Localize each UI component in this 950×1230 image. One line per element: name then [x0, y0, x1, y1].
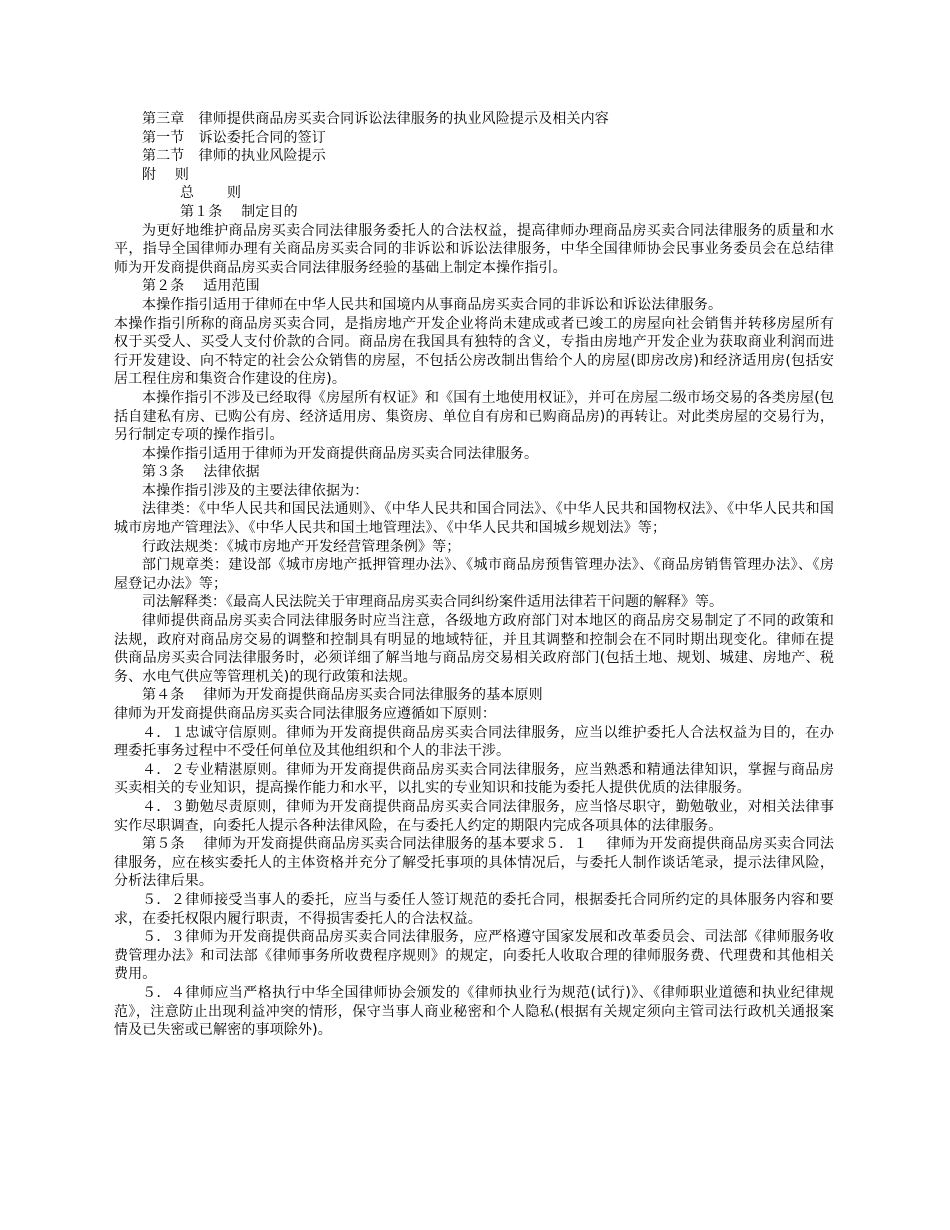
law-category-interpretations: 司法解释类：《最高人民法院关于审理商品房买卖合同纠纷案件适用法律若干问题的解释》等。	[142, 594, 723, 611]
requirement-5-1: 第５条 律师为开发商提供商品房买卖合同法律服务的基本要求５．１ 律师为开发商提供商品房买卖合同法律服务，应在核实委托人的主体资格并充分了解受托事项的具体情况后，与委托人制作谈话笔录，提示法律风险，分析法律后果。	[114, 836, 834, 890]
scope-paragraph-4: 本操作指引适用于律师为开发商提供商品房买卖合同法律服务。	[142, 445, 539, 462]
requirement-5-3: ５．３律师为开发商提供商品房买卖合同法律服务，应严格遵守国家发展和改革委员会、司法部《律师服务收费管理办法》和司法部《律师事务所收费程序规则》的规定，向委托人收取合理的律师服务费、代理费和其他相关费用。	[114, 929, 834, 983]
scope-paragraph-1: 本操作指引适用于律师在中华人民共和国境内从事商品房买卖合同的非诉讼和诉讼法律服务。	[142, 296, 723, 313]
article-4-heading: 第４条 律师为开发商提供商品房买卖合同法律服务的基本原则	[142, 687, 543, 704]
law-category-rules: 部门规章类：建设部《城市房地产抵押管理办法》、《城市商品房预售管理办法》、《商品房销售管理办法》、《房屋登记办法》等；	[114, 557, 834, 592]
toc-appendix: 附 则	[142, 166, 190, 183]
law-basis-intro: 本操作指引涉及的主要法律依据为：	[142, 482, 369, 499]
document-body	[114, 110, 834, 1040]
article-1-heading: 第１条 制定目的	[180, 203, 298, 220]
scope-paragraph-2: 本操作指引所称的商品房买卖合同，是指房地产开发企业将尚未建成或者已竣工的房屋向社会销售并转移房屋所有权于买受人、买受人支付价款的合同。商品房在我国具有独特的含义，专指由房地产开发企业为获取商业利润而进行开发建设、向不特定的社会公众销售的房屋，不包括公房改制出售给个人的房屋(即房改房)和经济适用房(包括安居工程住房和集资合作建设的住房)。	[114, 315, 834, 388]
article-2-heading: 第２条 适用范围	[142, 278, 260, 295]
law-category-regulations: 行政法规类：《城市房地产开发经营管理条例》等；	[142, 538, 461, 555]
purpose-paragraph: 为更好地维护商品房买卖合同法律服务委托人的合法权益，提高律师办理商品房买卖合同法律服务的质量和水平，指导全国律师办理有关商品房买卖合同的非诉讼和诉讼法律服务，中华全国律师协会民事业务委员会在总结律师为开发商提供商品房买卖合同法律服务经验的基础上制定本操作指引。	[114, 222, 834, 276]
toc-chapter-3: 第三章 律师提供商品房买卖合同诉讼法律服务的执业风险提示及相关内容	[142, 111, 609, 127]
scope-paragraph-3: 本操作指引不涉及已经取得《房屋所有权证》和《国有土地使用权证》，并可在房屋二级市场交易的各类房屋(包括自建私有房、已购公有房、经济适用房、集资房、单位自有房和已购商品房)的再转让。对此类房屋的交易行为，另行制定专项的操作指引。	[114, 389, 834, 444]
law-category-laws: 法律类：《中华人民共和国民法通则》、《中华人民共和国合同法》、《中华人民共和国物权法》、《中华人民共和国城市房地产管理法》、《中华人民共和国土地管理法》、《中华人民共和国城乡规划法》等；	[114, 501, 834, 537]
principle-4-2: ４．２专业精湛原则。律师为开发商提供商品房买卖合同法律服务，应当熟悉和精通法律知识，掌握与商品房买卖相关的专业知识，提高操作能力和水平，以扎实的专业知识和技能为委托人提供优质的法律服务。	[114, 761, 834, 797]
principle-4-1: ４．１忠诚守信原则。律师为开发商提供商品房买卖合同法律服务，应当以维护委托人合法权益为目的，在办理委托事务过程中不受任何单位及其他组织和个人的非法干涉。	[114, 724, 834, 760]
principles-intro: 律师为开发商提供商品房买卖合同法律服务应遵循如下原则：	[114, 706, 497, 722]
law-local-policy-note: 律师提供商品房买卖合同法律服务时应当注意，各级地方政府部门对本地区的商品房交易制定了不同的政策和法规，政府对商品房交易的调整和控制具有明显的地域特征，并且其调整和控制会在不同时期出现变化。律师在提供商品房买卖合同法律服务时，必须详细了解当地与商品房交易相关政府部门(包括土地、规划、城建、房地产、税务、水电气供应等管理机关)的现行政策和法规。	[114, 613, 834, 685]
toc-section-2: 第二节 律师的执业风险提示	[142, 148, 326, 165]
requirement-5-4: ５．４律师应当严格执行中华全国律师协会颁发的《律师执业行为规范(试行)》、《律师职业道德和执业纪律规范》，注意防止出现利益冲突的情形，保守当事人商业秘密和个人隐私(根据有关规定须向主管司法行政机关通报案情及已失密或已解密的事项除外)。	[114, 984, 834, 1039]
requirement-5-2: ５．２律师接受当事人的委托，应当与委任人签订规范的委托合同，根据委托合同所约定的具体服务内容和要求，在委托权限内履行职责，不得损害委托人的合法权益。	[114, 891, 834, 927]
general-heading: 总 则	[180, 185, 242, 202]
toc-section-1: 第一节 诉讼委托合同的签订	[142, 129, 326, 146]
article-3-heading: 第３条 法律依据	[142, 464, 260, 481]
principle-4-3: ４．３勤勉尽责原则，律师为开发商提供商品房买卖合同法律服务，应当恪尽职守，勤勉敬业，对相关法律事实作尽职调查，向委托人提示各种法律风险，在与委托人约定的期限内完成各项具体的法律服务。	[114, 798, 834, 834]
